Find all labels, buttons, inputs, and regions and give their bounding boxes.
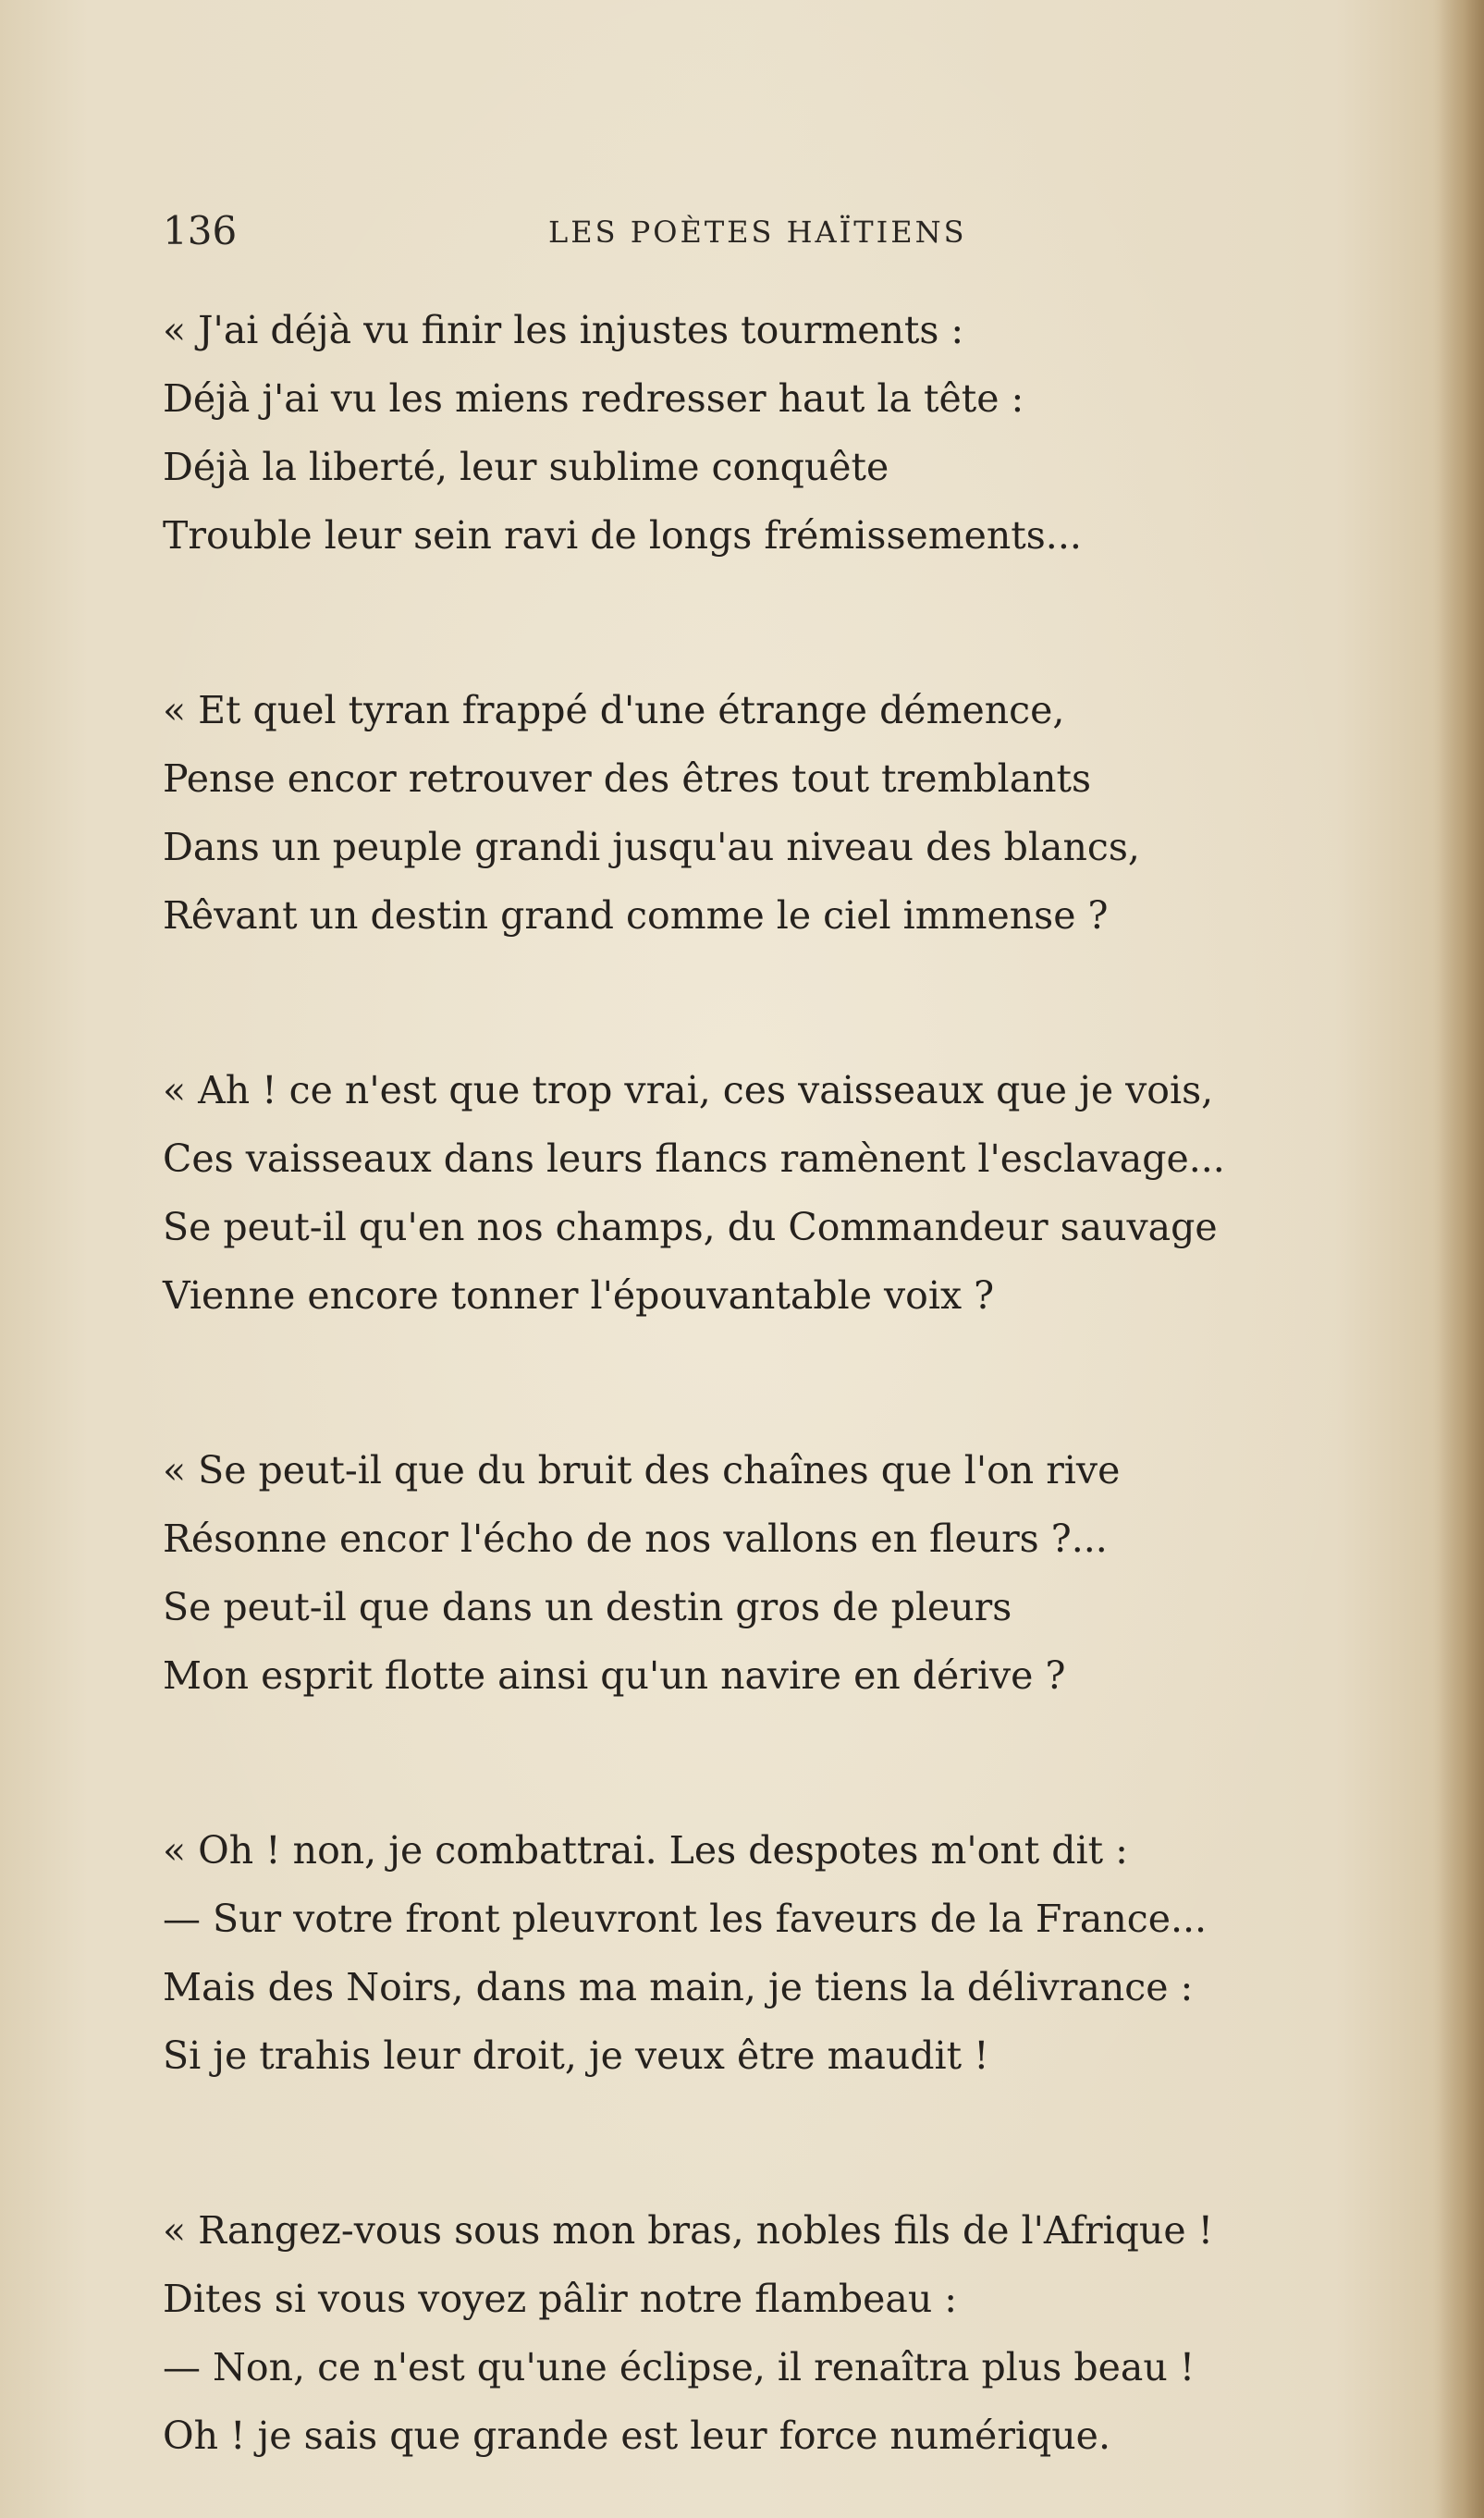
running-title: LES POÈTES HAÏTIENS [548, 215, 967, 250]
verse-line: Trouble leur sein ravi de longs frémissements... [163, 513, 1082, 558]
stanza [163, 2196, 1402, 2470]
verse-line: — Sur votre front pleuvront les faveurs de la France... [163, 1897, 1208, 1941]
verse-line: Pense encor retrouver des êtres tout tremblants [163, 756, 1092, 801]
verse-line: « Et quel tyran frappé d'une étrange démence, [163, 688, 1065, 732]
verse-line: Ces vaisseaux dans leurs flancs ramènent l'esclavage... [163, 1136, 1225, 1181]
page-number: 136 [163, 208, 238, 253]
stanza [163, 1436, 1402, 1710]
verse-line: Résonne encor l'écho de nos vallons en fleurs ?... [163, 1517, 1108, 1561]
stanza [163, 676, 1402, 950]
verse-line: Dans un peuple grandi jusqu'au niveau des blancs, [163, 825, 1140, 869]
page-header [163, 203, 1365, 259]
verse-line: Vienne encore tonner l'épouvantable voix ? [163, 1273, 995, 1318]
verse-line: Se peut-il que dans un destin gros de pleurs [163, 1585, 1012, 1629]
verse-line: — Non, ce n'est qu'une éclipse, il renaîtra plus beau ! [163, 2345, 1196, 2389]
stanza [163, 1056, 1402, 1330]
verse-line: Déjà la liberté, leur sublime conquête [163, 445, 889, 489]
verse-line: « J'ai déjà vu finir les injustes tourments : [163, 308, 964, 352]
verse-line: « Rangez-vous sous mon bras, nobles fils de l'Afrique ! [163, 2208, 1214, 2253]
verse-line: Déjà j'ai vu les miens redresser haut la tête : [163, 376, 1024, 421]
verse-line: « Ah ! ce n'est que trop vrai, ces vaisseaux que je vois, [163, 1068, 1214, 1112]
page-edge-shadow [1433, 0, 1484, 2518]
verse-line: Rêvant un destin grand comme le ciel immense ? [163, 893, 1109, 938]
stanza [163, 1816, 1402, 2090]
verse-line: « Oh ! non, je combattrai. Les despotes m'ont dit : [163, 1828, 1128, 1873]
poem-text [163, 296, 1402, 2518]
verse-line: Se peut-il qu'en nos champs, du Commandeur sauvage [163, 1205, 1218, 1249]
verse-line: Mais des Noirs, dans ma main, je tiens la délivrance : [163, 1965, 1194, 2009]
verse-line: Si je trahis leur droit, je veux être maudit ! [163, 2033, 989, 2078]
verse-line: « Se peut-il que du bruit des chaînes que l'on rive [163, 1448, 1121, 1492]
verse-line: Mon esprit flotte ainsi qu'un navire en dérive ? [163, 1653, 1066, 1698]
verse-line: Oh ! je sais que grande est leur force numérique. [163, 2414, 1110, 2458]
stanza [163, 296, 1402, 570]
verse-line: Dites si vous voyez pâlir notre flambeau : [163, 2277, 958, 2321]
